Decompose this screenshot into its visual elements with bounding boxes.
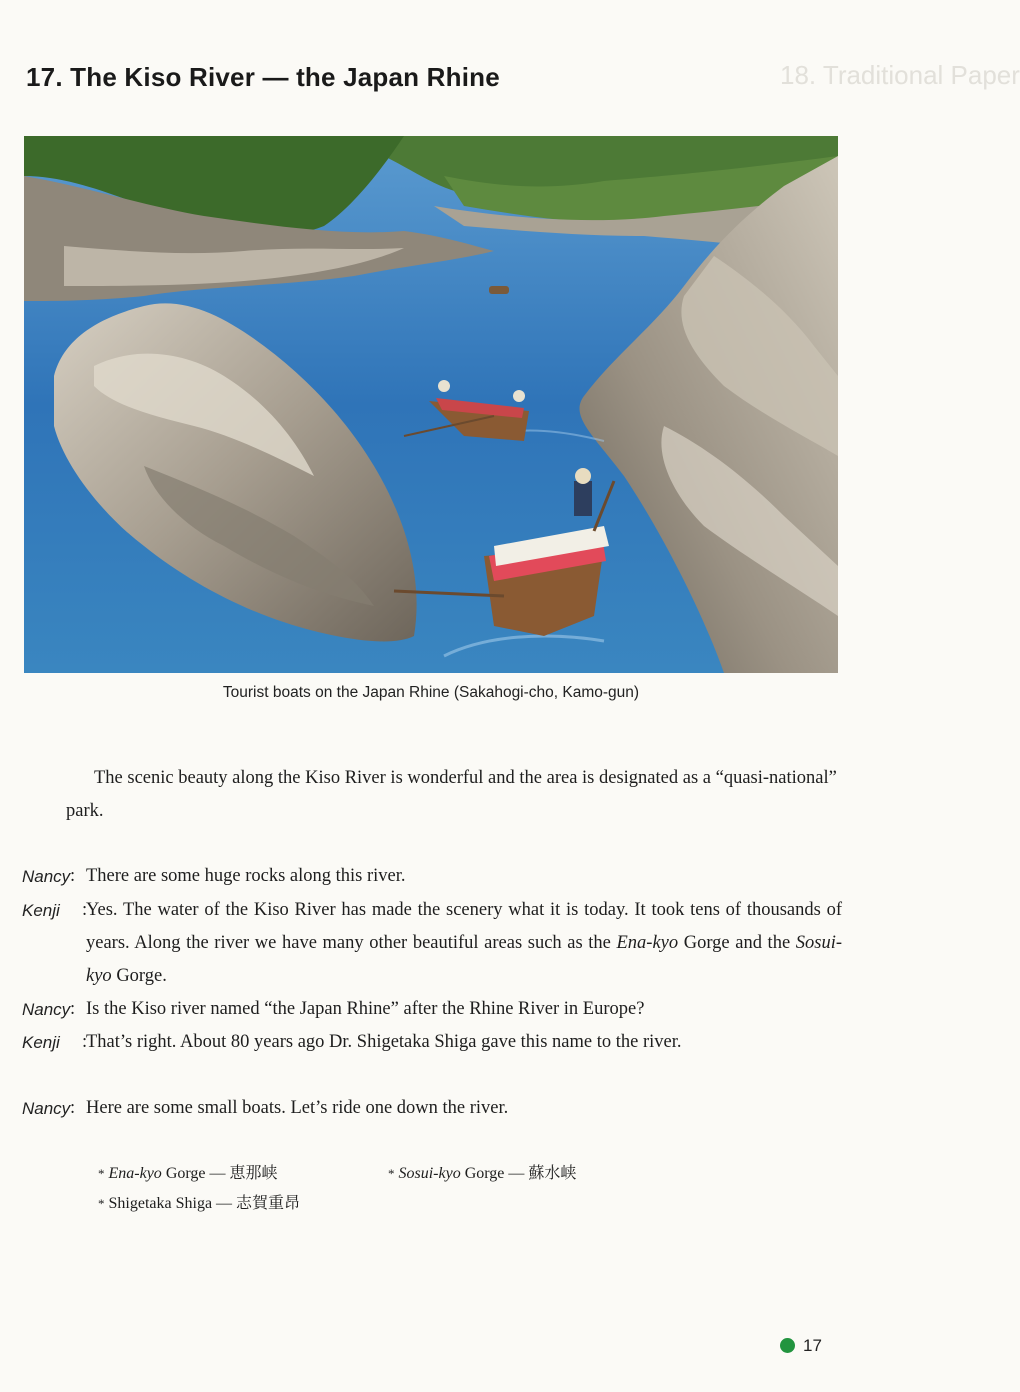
speech-fragment: Gorge and the [678,933,796,953]
note-term: Sosui-kyo [398,1165,461,1182]
speaker-name: Nancy [22,1000,71,1019]
speaker-name: Kenji [22,1033,60,1052]
speech-text [86,1026,842,1059]
speech-fragment: That’s right. About 80 years ago Dr. Shigetaka Shiga gave this name to the river. [86,1032,682,1052]
speaker-colon: : [70,1098,76,1118]
note-gloss: Gorge — 蘇水峡 [460,1165,577,1182]
vocab-note [98,1160,278,1183]
page-dot-icon [780,1338,795,1353]
chapter-title: 17. The Kiso River — the Japan Rhine [26,62,500,92]
dialogue-turn [22,1026,842,1059]
speech-text [86,1092,842,1125]
vocab-note [98,1190,300,1213]
speech-fragment: Is the Kiso river named “the Japan Rhine” after the Rhine River in Europe? [86,999,645,1019]
photo-caption: Tourist boats on the Japan Rhine (Sakahogi-cho, Kamo-gun) [222,684,640,701]
speech-text [86,993,842,1026]
bleed-through-heading: 18. Traditional Paper [780,60,1020,90]
vocab-note [388,1160,576,1183]
speech-text [86,894,842,993]
speech-fragment: Yes. The water of the Kiso River has made the scenery what it is today. It took tens of thousands of years. Along the river we have many other beautiful areas such as the [86,900,842,953]
italic-term: Ena-kyo [616,933,679,953]
dialogue-turn [22,894,842,993]
note-asterisk: * [98,1166,105,1181]
speaker-colon: : [70,866,76,886]
italic-term: Sosui-kyo [86,933,843,986]
speaker-name: Nancy [22,1099,71,1118]
intro-paragraph: The scenic beauty along the Kiso River is wonderful and the area is designated as a “quasi-national” park. [66,768,837,821]
speaker-colon: : [70,999,76,1019]
dialogue-turn [22,1092,842,1125]
note-asterisk: * [98,1196,105,1211]
speaker-name: Nancy [22,867,71,886]
note-asterisk: * [388,1166,395,1181]
page-number-text: 17 [803,1336,822,1355]
speech-text [86,860,842,893]
river-scene-illustration [24,136,838,673]
speech-fragment: Gorge. [111,966,167,986]
page-number [780,1336,822,1356]
note-gloss: Gorge — 恵那峡 [161,1165,278,1182]
speaker-colon: : [82,1032,88,1052]
speech-fragment: There are some huge rocks along this river. [86,866,406,886]
dialogue-turn [22,993,842,1026]
speaker-name: Kenji [22,901,60,920]
river-photo [24,136,838,673]
speaker-colon: : [82,900,88,920]
dialogue-turn [22,860,842,893]
speech-fragment: Here are some small boats. Let’s ride one down the river. [86,1098,509,1118]
note-gloss: Shigetaka Shiga — 志賀重昂 [108,1195,301,1212]
note-term: Ena-kyo [108,1165,162,1182]
